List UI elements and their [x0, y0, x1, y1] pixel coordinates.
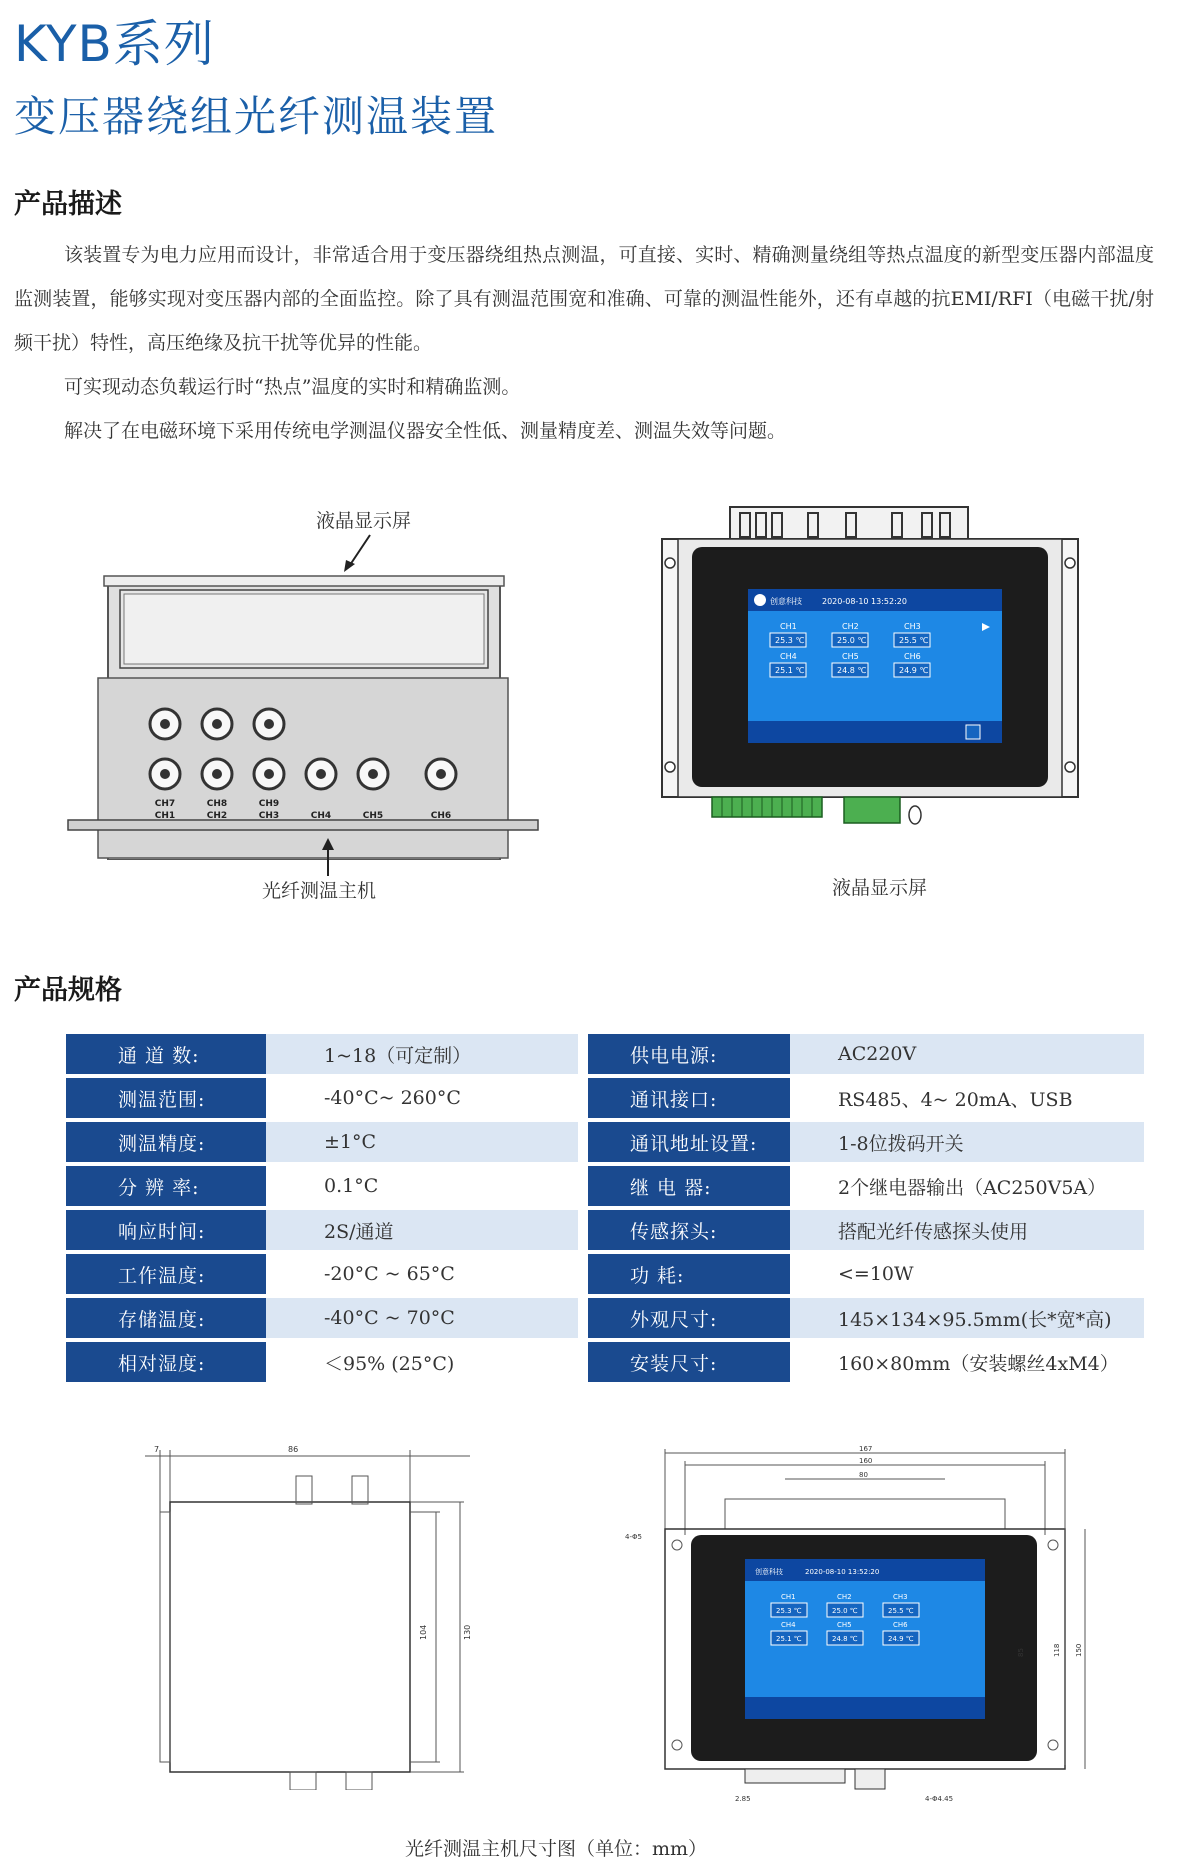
channel-name: CH3 [893, 1593, 908, 1601]
arrow-up-icon [318, 838, 338, 878]
channel-name: CH1 [780, 622, 797, 631]
lcd-label-left: 液晶显示屏 [316, 510, 412, 532]
spec-label: 安装尺寸: [588, 1342, 790, 1382]
spec-label: 分 辨 率: [66, 1166, 266, 1206]
specs-heading: 产品规格 [14, 975, 122, 1006]
spec-value: AC220V [790, 1034, 1144, 1074]
spec-gap [578, 1254, 588, 1294]
channel-value: 25.3 ℃ [775, 636, 805, 645]
side-dimension-drawing [140, 1440, 510, 1790]
svg-text:创意科技: 创意科技 [770, 597, 802, 606]
channel-name: CH5 [842, 652, 859, 661]
spec-gap [578, 1298, 588, 1338]
spec-value: -20°C ~ 65°C [266, 1254, 578, 1294]
dimension-caption: 光纤测温主机尺寸图（单位：mm） [405, 1838, 708, 1860]
channel-name: CH4 [781, 1621, 796, 1629]
spec-value: ±1°C [266, 1122, 578, 1162]
channel-name: CH5 [837, 1621, 852, 1629]
spec-gap [578, 1210, 588, 1250]
spec-value: RS485、4~ 20mA、USB [790, 1078, 1144, 1118]
channel-value: 24.8 ℃ [832, 1635, 858, 1643]
spec-value: 1-8位拨码开关 [790, 1122, 1144, 1162]
description-paragraph: 可实现动态负载运行时“热点”温度的实时和精确监测。 [64, 376, 521, 398]
spec-label: 通 道 数: [66, 1034, 266, 1074]
channel-value: 25.0 ℃ [837, 636, 867, 645]
spec-value: 1~18（可定制） [266, 1034, 578, 1074]
dim-80: 80 [859, 1471, 868, 1479]
product-title: 变压器绕组光纤测温装置 [14, 92, 499, 141]
spec-row [66, 1298, 1144, 1338]
dim-d2: 4-Φ4.45 [925, 1795, 954, 1803]
screen-datetime: 2020-08-10 13:52:20 [822, 597, 907, 606]
spec-label: 供电电源: [588, 1034, 790, 1074]
screen-datetime: 2020-08-10 13:52:20 [805, 1568, 880, 1576]
svg-text:创意科技: 创意科技 [755, 1568, 783, 1576]
channel-name: CH6 [904, 652, 921, 661]
spec-gap [578, 1166, 588, 1206]
channel-name: CH3 [904, 622, 921, 631]
port-label: CH6 [430, 811, 452, 821]
dim-7: 7 [154, 1445, 160, 1454]
channel-value: 24.9 ℃ [899, 666, 929, 675]
spec-value: -40°C~ 260°C [266, 1078, 578, 1118]
dim-hole: 4-Φ5 [625, 1533, 642, 1541]
spec-value: <=10W [790, 1254, 1144, 1294]
channel-name: CH4 [780, 652, 797, 661]
description-paragraph: 解决了在电磁环境下采用传统电学测温仪器安全性低、测量精度差、测温失效等问题。 [64, 420, 787, 442]
dim-285: 2.85 [735, 1795, 751, 1803]
dim-104: 104 [419, 1624, 428, 1640]
spec-gap [578, 1034, 588, 1074]
spec-value: ＜95% (25°C) [266, 1342, 578, 1382]
host-side-figure [60, 530, 550, 860]
port-label: CH5 [362, 811, 384, 821]
spec-label: 通讯地址设置: [588, 1122, 790, 1162]
dim-130: 130 [463, 1624, 472, 1640]
dim-85: 85 [1017, 1648, 1025, 1657]
channel-value: 25.1 ℃ [775, 666, 805, 675]
spec-row [66, 1078, 1144, 1118]
port-label: CH4 [310, 811, 332, 821]
spec-row [66, 1210, 1144, 1250]
spec-value: 160×80mm（安装螺丝4xM4） [790, 1342, 1144, 1382]
spec-label: 工作温度: [66, 1254, 266, 1294]
spec-row [66, 1034, 1144, 1074]
description-text [14, 233, 1154, 453]
spec-gap [578, 1342, 588, 1382]
lcd-label-right: 液晶显示屏 [832, 877, 928, 899]
port-label: CH2 [206, 811, 228, 821]
channel-value: 25.3 ℃ [776, 1607, 802, 1615]
dim-118: 118 [1053, 1643, 1061, 1657]
spec-label: 通讯接口: [588, 1078, 790, 1118]
port-label: CH3 [258, 811, 280, 821]
spec-value: 2个继电器输出（AC250V5A） [790, 1166, 1144, 1206]
spec-table [66, 1030, 1144, 1386]
port-label: CH1 [154, 811, 176, 821]
dim-160: 160 [859, 1457, 873, 1465]
dim-150: 150 [1075, 1643, 1083, 1657]
spec-label: 功 耗: [588, 1254, 790, 1294]
spec-row [66, 1254, 1144, 1294]
spec-label: 传感探头: [588, 1210, 790, 1250]
channel-name: CH1 [781, 1593, 796, 1601]
spec-row [66, 1342, 1144, 1382]
lcd-front-figure [660, 505, 1080, 835]
description-heading: 产品描述 [14, 189, 122, 220]
port-label: CH7 [154, 799, 176, 809]
description-paragraph: 该装置专为电力应用而设计，非常适合用于变压器绕组热点测温，可直接、实时、精确测量绕组等热点温度的新型变压器内部温度监测装置，能够实现对变压器内部的全面监控。除了具有测温范围宽和准确、可靠的测温性能外，还有卓越的抗EMI/RFI（电磁干扰/射频干扰）特性，高压绝缘及抗干扰等优异的性能。 [14, 244, 1154, 354]
spec-label: 响应时间: [66, 1210, 266, 1250]
spec-label: 测温范围: [66, 1078, 266, 1118]
channel-value: 24.8 ℃ [837, 666, 867, 675]
spec-value: 0.1°C [266, 1166, 578, 1206]
channel-name: CH6 [893, 1621, 908, 1629]
dim-167: 167 [859, 1445, 873, 1453]
channel-value: 25.0 ℃ [832, 1607, 858, 1615]
host-label: 光纤测温主机 [262, 880, 377, 902]
spec-value: 搭配光纤传感探头使用 [790, 1210, 1144, 1250]
spec-row [66, 1166, 1144, 1206]
channel-name: CH2 [842, 622, 859, 631]
spec-value: 145×134×95.5mm(长*宽*高) [790, 1298, 1144, 1338]
spec-label: 相对湿度: [66, 1342, 266, 1382]
spec-gap [578, 1078, 588, 1118]
port-label: CH8 [206, 799, 228, 809]
channel-value: 25.5 ℃ [888, 1607, 914, 1615]
channel-value: 25.5 ℃ [899, 636, 929, 645]
spec-label: 测温精度: [66, 1122, 266, 1162]
channel-value: 24.9 ℃ [888, 1635, 914, 1643]
channel-value: 25.1 ℃ [776, 1635, 802, 1643]
dim-86: 86 [288, 1445, 299, 1454]
spec-gap [578, 1122, 588, 1162]
spec-label: 继 电 器: [588, 1166, 790, 1206]
spec-row [66, 1122, 1144, 1162]
channel-name: CH2 [837, 1593, 852, 1601]
spec-label: 外观尺寸: [588, 1298, 790, 1338]
port-label: CH9 [258, 799, 280, 809]
front-dimension-drawing [625, 1445, 1105, 1805]
spec-value: -40°C ~ 70°C [266, 1298, 578, 1338]
series-title: KYB系列 [14, 15, 215, 73]
spec-label: 存储温度: [66, 1298, 266, 1338]
spec-value: 2S/通道 [266, 1210, 578, 1250]
